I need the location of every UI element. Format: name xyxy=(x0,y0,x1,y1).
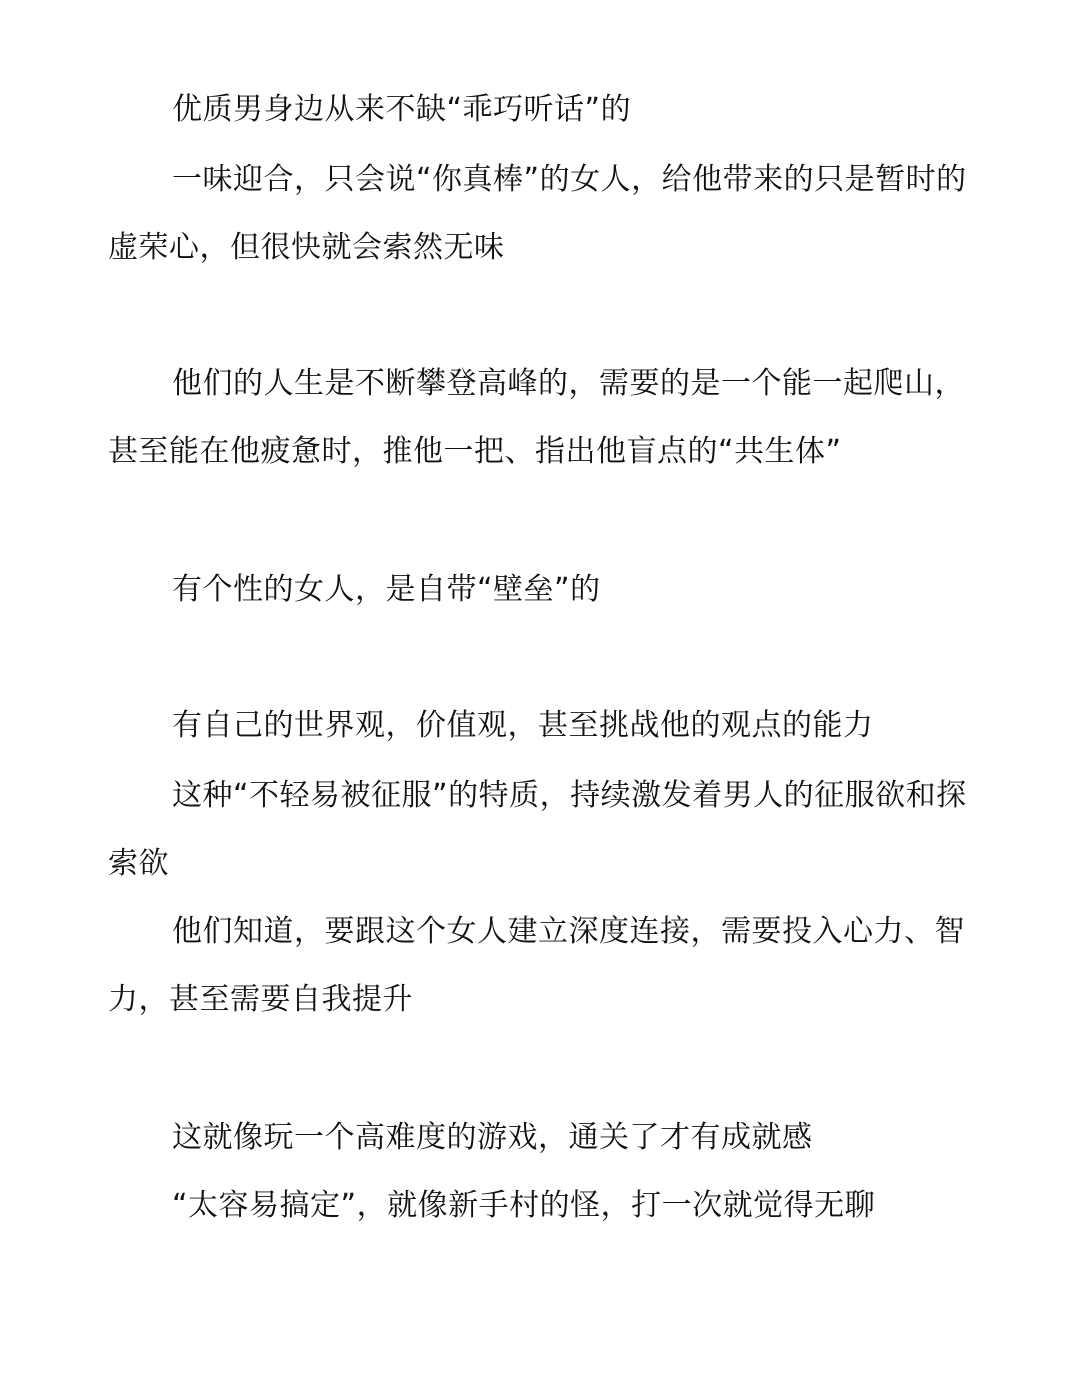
paragraph-5: 有自己的世界观，价值观，甚至挑战他的观点的能力 xyxy=(172,708,874,743)
paragraph-8: 这就像玩一个高难度的游戏，通关了才有成就感 xyxy=(172,1120,813,1155)
paragraph-1: 优质男身边从来不缺“乖巧听话”的 xyxy=(172,92,632,127)
paragraph-2: 一味迎合，只会说“你真棒”的女人，给他带来的只是暂时的虚荣心，但很快就会索然无味 xyxy=(108,162,967,265)
paragraph-9: “太容易搞定”，就像新手村的怪，打一次就觉得无聊 xyxy=(172,1188,876,1223)
paragraph-6: 这种“不轻易被征服”的特质，持续激发着男人的征服欲和探索欲 xyxy=(108,778,967,881)
paragraph-3: 他们的人生是不断攀登高峰的，需要的是一个能一起爬山，甚至能在他疲惫时，推他一把、指出他盲点的“共生体” xyxy=(108,366,965,469)
paragraph-7: 他们知道，要跟这个女人建立深度连接，需要投入心力、智力，甚至需要自我提升 xyxy=(108,914,965,1017)
paragraph-4: 有个性的女人，是自带“壁垒”的 xyxy=(172,572,601,607)
